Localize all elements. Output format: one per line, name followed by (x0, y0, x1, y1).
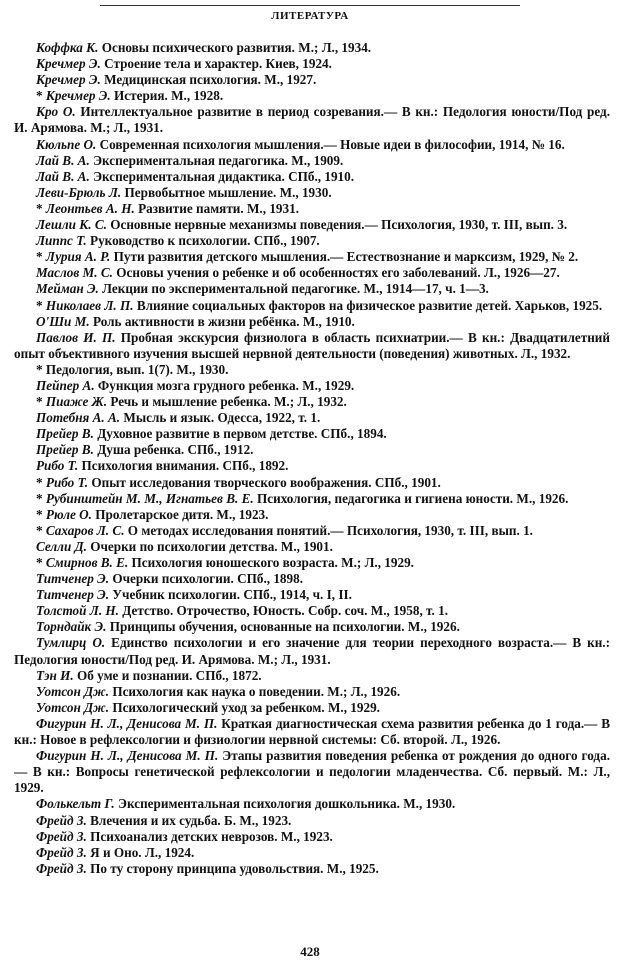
bibliography-entry (14, 475, 610, 491)
entry-author: Фрейд З. (36, 844, 87, 860)
entry-title: Истерия. М., 1928. (110, 88, 224, 104)
bibliography-list (14, 40, 610, 877)
entry-author: Мейман Э. (36, 281, 99, 297)
entry-marker: * (36, 522, 46, 538)
entry-author: Рюле О. (45, 506, 92, 522)
entry-title: Психоанализ детских неврозов. М., 1923. (86, 828, 333, 844)
entry-author: Смирнов В. Е. (45, 555, 129, 570)
entry-author: Леонтьев А. Н. (45, 200, 135, 216)
entry-title: Этапы развития поведения ребенка от рождения до одного года.— В кн.: Вопросы генетической рефлексологии и педологии младенчества. Сб. первый. М.: Л., 1929. (14, 748, 610, 796)
entry-author: Фрейд З. (36, 812, 87, 828)
entry-author: Кречмер Э. (36, 56, 101, 72)
entry-author: Тумлирц О. (36, 635, 106, 651)
entry-author: Леви-Брюль Л. (36, 184, 122, 200)
entry-title: Экспериментальная психология дошкольника. М., 1930. (114, 796, 456, 812)
bibliography-entry (14, 185, 610, 201)
entry-title: Я и Оно. Л., 1924. (86, 844, 195, 860)
entry-author: Фигурин Н. Л., Денисова М. П. (36, 715, 218, 731)
bibliography-entry (14, 668, 610, 684)
entry-author: Рибо Т. (45, 474, 89, 490)
entry-title: Пролетарское дитя. М., 1923. (91, 506, 269, 522)
bibliography-entry (14, 153, 610, 169)
entry-title: Основы учения о ребенке и об особенностях его заболеваний. Л., 1926—27. (112, 265, 560, 281)
entry-author: Селли Д. (36, 538, 87, 554)
entry-title: Краткая диагностическая схема развития ребенка до 1 года.— В кн.: Новое в рефлексологии и физиологии нервной системы: Сб. второй. Л., 1926. (14, 715, 610, 748)
entry-title: Единство психологии и его значение для теории переходного возраста.— В кн.: Педология юности/Под ред. И. Арямова. М.; Л., 1931. (14, 635, 610, 667)
entry-marker: * (36, 361, 46, 377)
bibliography-entry (14, 265, 610, 281)
bibliography-entry (14, 587, 610, 603)
bibliography-entry (14, 442, 610, 458)
bibliography-entry (14, 330, 610, 362)
bibliography-entry (14, 233, 610, 249)
bibliography-entry (14, 394, 610, 410)
entry-author: О'Ши М. (36, 313, 90, 329)
bibliography-entry (14, 201, 610, 217)
bibliography-entry (14, 426, 610, 442)
bibliography-entry (14, 603, 610, 619)
bibliography-entry (14, 298, 610, 314)
entry-title: Мысль и язык. Одесса, 1922, т. 1. (120, 410, 321, 426)
bibliography-entry (14, 491, 610, 507)
bibliography-entry (14, 748, 610, 796)
bibliography-entry (14, 571, 610, 587)
entry-title: О методах исследования понятий.— Психология, 1930, т. III, вып. 1. (124, 522, 533, 538)
entry-author: Кро О. (36, 104, 76, 120)
entry-author: Торндайк Э. (36, 619, 107, 635)
entry-marker: * (36, 474, 46, 490)
entry-title: Руководство к психологии. СПб., 1907. (86, 233, 320, 249)
bibliography-entry (14, 217, 610, 233)
entry-author: Лешли К. С. (36, 217, 107, 233)
entry-marker: * (36, 88, 46, 104)
entry-title: Экспериментальная педагогика. М., 1909. (89, 152, 344, 168)
entry-marker: * (36, 297, 46, 313)
bibliography-entry (14, 523, 610, 539)
bibliography-entry (14, 56, 610, 72)
bibliography-entry (14, 507, 610, 523)
entry-author: Рубинштейн М. М., Игнатьев В. Е. (45, 490, 254, 506)
entry-title: Очерки по психологии детства. М., 1901. (86, 538, 333, 554)
entry-title: Современная психология мышления.— Новые идеи в философии, 1914, № 16. (96, 136, 565, 152)
entry-title: Психология как наука о поведении. М.; Л., 1926. (109, 683, 401, 699)
entry-title: Психология внимания. СПб., 1892. (78, 458, 289, 474)
bibliography-entry (14, 813, 610, 829)
bibliography-entry (14, 72, 610, 88)
entry-author: Уотсон Дж. (36, 683, 110, 699)
bibliography-entry (14, 861, 610, 877)
bibliography-entry (14, 845, 610, 861)
entry-title: Учебник психологии. СПб., 1914, ч. I, II. (109, 587, 352, 603)
entry-author: Пиаже Ж. (45, 394, 108, 410)
entry-title: Очерки психологии. СПб., 1898. (109, 571, 304, 587)
running-header: ЛИТЕРАТУРА (271, 10, 349, 22)
bibliography-entry (14, 829, 610, 845)
bibliography-entry (14, 619, 610, 635)
entry-author: Титченер Э. (36, 571, 110, 587)
entry-title: Духовное развитие в первом детстве. СПб., 1894. (93, 426, 387, 442)
entry-title: Функция мозга грудного ребенка. М., 1929. (94, 377, 355, 393)
entry-title: Первобытное мышление. М., 1930. (121, 184, 332, 200)
bibliography-entry (14, 555, 610, 571)
bibliography-entry (14, 104, 610, 136)
entry-title: Принципы обучения, основанные на психологии. М., 1926. (106, 619, 460, 635)
entry-author: Толстой Л. Н. (36, 603, 119, 619)
entry-title: Влечения и их судьба. Б. М., 1923. (86, 812, 292, 828)
bibliography-entry (14, 796, 610, 812)
entry-author: Фигурин Н. Л., Денисова М. П. (36, 748, 219, 764)
entry-author: Коффка К. (36, 40, 99, 55)
entry-title: Медицинская психология. М., 1927. (100, 72, 317, 88)
entry-marker: * (36, 394, 46, 410)
entry-marker: * (36, 555, 46, 570)
entry-title: Душа ребенка. СПб., 1912. (93, 442, 254, 458)
entry-author: Фолькельт Г. (36, 796, 115, 812)
entry-title: Роль активности в жизни ребёнка. М., 1910. (89, 313, 355, 329)
page-number: 428 (300, 944, 320, 959)
entry-title: По ту сторону принципа удовольствия. М., 1925. (86, 860, 379, 876)
bibliography-entry (14, 314, 610, 330)
entry-author: Тэн И. (36, 667, 74, 683)
entry-marker: * (36, 490, 46, 506)
entry-author: Лурия А. Р. (45, 249, 111, 265)
bibliography-entry (14, 169, 610, 185)
entry-title: Развитие памяти. М., 1931. (134, 200, 299, 216)
entry-title: Экспериментальная дидактика. СПб., 1910. (89, 168, 355, 184)
bibliography-entry (14, 378, 610, 394)
entry-title: Речь и мышление ребенка. М.; Л., 1932. (107, 394, 347, 410)
bibliography-entry (14, 458, 610, 474)
entry-author: Липпс Т. (36, 233, 87, 249)
entry-author: Фрейд З. (36, 860, 87, 876)
bibliography-entry (14, 40, 610, 56)
entry-author: Рибо Т. (36, 458, 79, 474)
entry-title: Лекции по экспериментальной педагогике. М., 1914—17, ч. 1—3. (98, 281, 489, 297)
entry-title: Влияние социальных факторов на физическое развитие детей. Харьков, 1925. (133, 297, 603, 313)
entry-title: Психология юношеского возраста. М.; Л., 1929. (128, 555, 414, 570)
entry-author: Фрейд З. (36, 828, 87, 844)
bibliography-entry (14, 716, 610, 748)
entry-title: Психологический уход за ребенком. М., 1929. (109, 699, 380, 715)
entry-title: Психология, педагогика и гигиена юности. М., 1926. (253, 490, 569, 506)
entry-author: Сахаров Л. С. (45, 522, 125, 538)
bibliography-entry (14, 635, 610, 667)
entry-title: Пути развития детского мышления.— Естествознание и марксизм, 1929, № 2. (110, 249, 579, 265)
entry-title: Основные нервные механизмы поведения.— Психология, 1930, т. III, вып. 3. (106, 217, 568, 233)
entry-author: Кречмер Э. (36, 72, 101, 88)
entry-author: Маслов М. С. (36, 265, 113, 281)
entry-title: Интеллектуальное развитие в период созревания.— В кн.: Педология юности/Под ред. И. Арямова. М.; Л., 1931. (14, 104, 611, 136)
bibliography-entry (14, 539, 610, 555)
bibliography-entry (14, 137, 610, 153)
entry-author: Прейер В. (36, 442, 94, 458)
entry-title: Детство. Отрочество, Юность. Собр. соч. М., 1958, т. 1. (118, 603, 449, 619)
bibliography-entry (14, 684, 610, 700)
bibliography-entry (14, 410, 610, 426)
entry-author: Кречмер Э. (45, 88, 111, 104)
entry-author: Уотсон Дж. (36, 699, 110, 715)
entry-title: Об уме и познании. СПб., 1872. (73, 667, 262, 683)
entry-author: Лай В. А. (36, 168, 90, 184)
entry-title: Педология, вып. 1(7). М., 1930. (45, 361, 229, 377)
entry-title: Строение тела и характер. Киев, 1924. (100, 56, 332, 72)
entry-title: Опыт исследования творческого воображения. СПб., 1901. (88, 474, 441, 490)
entry-author: Титченер Э. (36, 587, 110, 603)
entry-title: Основы психического развития. М.; Л., 1934. (98, 40, 372, 55)
entry-author: Николаев Л. П. (45, 297, 134, 313)
entry-author: Кюльпе О. (36, 136, 97, 152)
bibliography-entry (14, 88, 610, 104)
header-rule (100, 5, 520, 6)
entry-author: Павлов И. П. (36, 329, 116, 345)
entry-author: Прейер В. (36, 426, 94, 442)
entry-marker: * (36, 506, 46, 522)
entry-author: Потебня А. А. (36, 410, 121, 426)
entry-marker: * (36, 200, 46, 216)
bibliography-entry (14, 700, 610, 716)
bibliography-entry (14, 249, 610, 265)
bibliography-entry (14, 281, 610, 297)
entry-author: Пейпер А. (36, 377, 95, 393)
entry-title: Пробная экскурсия физиолога в область психиатрии.— В кн.: Двадцатилетний опыт объективного изучения высшей нервной деятельности (поведения) животных. Л., 1932. (14, 329, 610, 361)
entry-author: Лай В. А. (36, 152, 90, 168)
entry-marker: * (36, 249, 46, 265)
bibliography-entry (14, 362, 610, 378)
